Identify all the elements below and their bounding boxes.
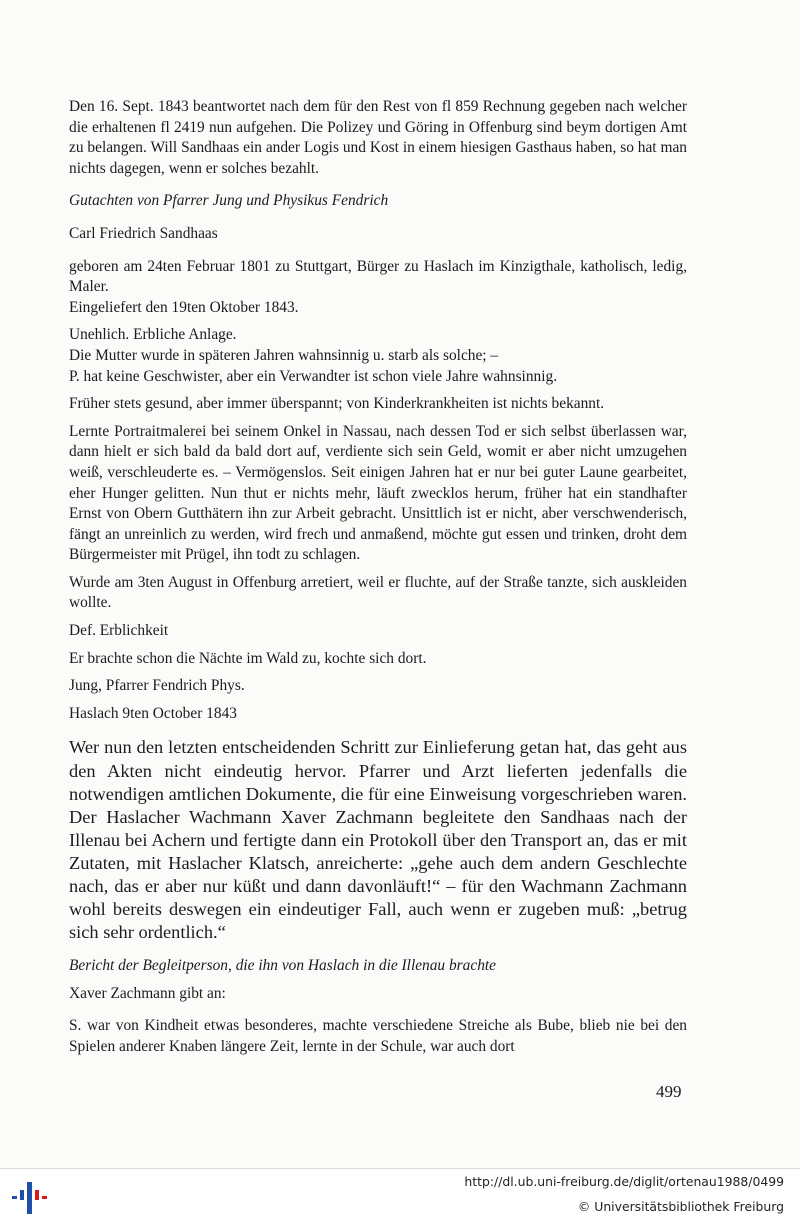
admission-date: Eingeliefert den 19ten Oktober 1843. (69, 298, 299, 316)
narrative-paragraph: Wer nun den letzten entscheidenden Schritt zur Einlieferung getan hat, das geht aus den Akten nicht eindeutig hervor. Pfarrer und Arzt lieferten jedenfalls die notwendigen amtlichen Dokumente, die für eine Einweisung vorgeschrieben waren. Der Haslacher Wachmann Xaver Zachmann begleitete den Sandhaas nach der Illenau bei Achern und fertigte dann ein Protokoll über den Transport an, das er mit Zutaten, mit Haslacher Klatsch, anreicherte: „gehe auch dem andern Geschlechte nach, das er aber nur küßt und dann davonläuft!“ – für den Wachmann Zachmann wohl bereits deswegen ein eindeutiger Fall, auch wenn er zugeben muß: „betrug sich sehr ordentlich.“ (69, 737, 687, 943)
zachmann-intro: Xaver Zachmann gibt an: (69, 984, 226, 1002)
document-body (69, 97, 687, 1058)
page-number: 499 (656, 1082, 682, 1101)
siblings-line: P. hat keine Geschwister, aber ein Verwandter ist schon viele Jahre wahnsinnig. (69, 367, 558, 385)
subject-name: Carl Friedrich Sandhaas (69, 224, 218, 242)
signatories: Jung, Pfarrer Fendrich Phys. (69, 677, 245, 695)
mother-line: Die Mutter wurde in späteren Jahren wahnsinnig u. starb als solche; – (69, 346, 499, 364)
library-logo-icon (10, 1180, 52, 1216)
zachmann-report: S. war von Kindheit etwas besonderes, machte verschiedene Streiche als Bube, blieb nie bei den Spielen anderer Knaben längere Zeit, lernte in der Schule, war auch dort (69, 1017, 687, 1056)
heading-gutachten: Gutachten von Pfarrer Jung und Physikus Fendrich (69, 192, 389, 210)
forest-line: Er brachte schon die Nächte im Wald zu, kochte sich dort. (69, 649, 427, 667)
health-line: Früher stets gesund, aber immer überspannt; von Kinderkrankheiten ist nichts bekannt. (69, 395, 605, 413)
birth-details: geboren am 24ten Februar 1801 zu Stuttgart, Bürger zu Haslach im Kinzigthale, katholisch, ledig, Maler. (69, 257, 687, 296)
heading-bericht: Bericht der Begleitperson, die ihn von Haslach in die Illenau brachte (69, 957, 496, 975)
biography-paragraph: Lernte Portraitmalerei bei seinem Onkel in Nassau, nach dessen Tod er sich selbst überlassen war, dann hielt er sich bald da bald dort auf, verdiente sich sein Geld, womit er aber nicht umzugehen weiß, verschleuderte es. – Vermögenslos. Seit einigen Jahren hat er nur bei guter Laune gearbeitet, eher Hunger gelitten. Nun thut er nichts mehr, läuft zwecklos herum, früher hat ein standhafter Ernst von Obern Gutthätern ihn zur Arbeit gebracht. Unsittlich ist er nicht, aber verschwenderisch, fängt an unreinlich zu werden, wird frech und anmaßend, möchte gut essen und trinken, droht dem Bürgermeister mit Prügel, ihn todt zu schlagen. (69, 422, 687, 564)
diagnosis-line: Def. Erblichkeit (69, 622, 169, 640)
permalink-link[interactable]: http://dl.ub.uni-freiburg.de/diglit/ortenau1988/0499 (464, 1174, 784, 1189)
arrest-paragraph: Wurde am 3ten August in Offenburg arretiert, weil er fluchte, auf der Straße tanzte, sich auskleiden wollte. (69, 573, 687, 612)
place-date: Haslach 9ten October 1843 (69, 704, 237, 722)
copyright-notice: © Universitätsbibliothek Freiburg (577, 1199, 784, 1214)
heredity-line: Unehlich. Erbliche Anlage. (69, 326, 237, 344)
paragraph-reply-1843: Den 16. Sept. 1843 beantwortet nach dem für den Rest von fl 859 Rechnung gegeben nach welcher die erhaltenen fl 2419 nun aufgehen. Die Polizey und Göring in Offenburg sind beym dortigen Amt zu belangen. Will Sandhaas ein ander Logis und Kost in einem hiesigen Gasthaus haben, so hat man nichts dagegen, wenn er solches bezahlt. (69, 98, 687, 177)
